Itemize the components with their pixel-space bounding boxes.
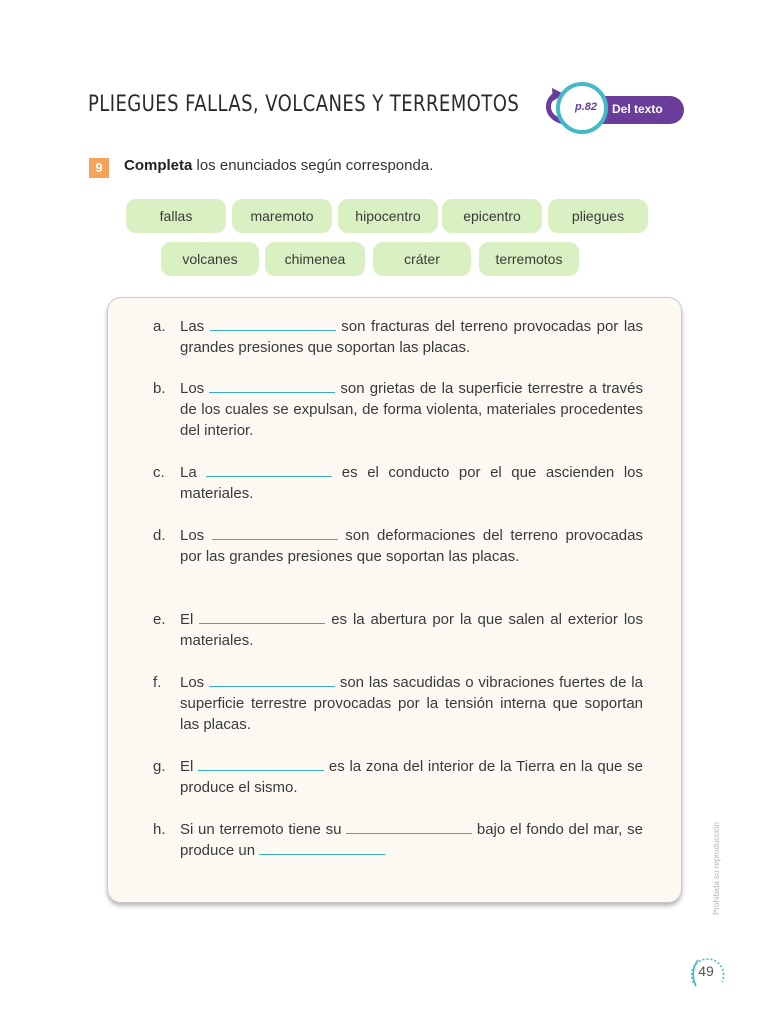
word-chip-chimenea[interactable]: chimenea [265, 242, 365, 276]
word-chip-hipocentro[interactable]: hipocentro [338, 199, 438, 233]
statement-e [153, 609, 643, 651]
answer-blank-e[interactable] [199, 609, 325, 624]
statement-text: El [180, 758, 199, 775]
instruction-bold: Completa [124, 157, 193, 174]
answer-blank-d[interactable] [212, 525, 338, 540]
page-title: PLIEGUES FALLAS, VOLCANES Y TERREMOTOS [88, 92, 520, 117]
answer-blank-c[interactable] [206, 462, 332, 477]
statement-letter: f. [153, 674, 162, 691]
statement-text: son grietas de la superficie terrestre a través de los cuales se expulsan, de forma violenta, materiales procedentes del interior. [180, 380, 643, 439]
statement-text: son deformaciones del terreno provocadas por las grandes presiones que soportan las placas. [180, 527, 643, 565]
statement-text: Las [180, 318, 210, 335]
statement-letter: b. [153, 380, 166, 397]
statement-letter: g. [153, 758, 166, 775]
copyright-note: Prohibida su reproducción [712, 822, 721, 915]
statement-text: es la zona del interior de la Tierra en la que se produce el sismo. [180, 758, 643, 796]
word-chip-volcanes[interactable]: volcanes [161, 242, 259, 276]
reference-label: Del texto [612, 102, 663, 116]
reference-page: p.82 [574, 101, 597, 113]
word-chip-terremotos[interactable]: terremotos [479, 242, 579, 276]
statement-h [153, 819, 643, 861]
statement-g [153, 756, 643, 798]
statement-c [153, 462, 643, 504]
activity-number-badge: 9 [89, 158, 109, 178]
instruction-text: los enunciados según corresponda. [192, 157, 434, 174]
statement-text: Los [180, 380, 210, 397]
statement-letter: h. [153, 821, 166, 838]
statement-d [153, 525, 643, 567]
statement-text: son fracturas del terreno provocadas por las grandes presiones que soportan las placas. [180, 318, 644, 356]
statement-letter: e. [153, 611, 166, 628]
statement-text: La [180, 464, 207, 481]
statement-letter: c. [153, 464, 165, 481]
word-chip-fallas[interactable]: fallas [126, 199, 226, 233]
statement-letter: a. [153, 318, 166, 335]
answer-blank-b[interactable] [209, 378, 335, 393]
statement-text: son las sacudidas o vibraciones fuertes de la superficie terrestre provocadas por la tensión interna que soportan las placas. [180, 674, 643, 733]
word-chip-maremoto[interactable]: maremoto [232, 199, 332, 233]
statement-b [153, 378, 643, 441]
answer-blank-f[interactable] [209, 672, 335, 687]
word-chip-crater[interactable]: cráter [373, 242, 471, 276]
answer-blank-g[interactable] [198, 756, 324, 771]
statement-text: Los [180, 674, 210, 691]
statement-a [153, 316, 643, 358]
statement-text: El [180, 611, 200, 628]
statement-letter: d. [153, 527, 166, 544]
statement-f [153, 672, 643, 735]
textbook-reference-badge [538, 80, 688, 142]
word-chip-epicentro[interactable]: epicentro [442, 199, 542, 233]
activity-instruction [124, 157, 433, 174]
statement-text: es la abertura por la que salen al exterior los materiales. [180, 611, 643, 649]
answer-blank-h1[interactable] [346, 819, 472, 834]
answer-blank-h2[interactable] [259, 840, 385, 855]
answer-blank-a[interactable] [210, 316, 336, 331]
page-number: 49 [698, 963, 714, 979]
statement-text: es el conducto por el que ascienden los materiales. [180, 464, 643, 502]
page-number-badge [688, 952, 728, 992]
statement-text: Si un terremoto tiene su [180, 821, 347, 838]
word-chip-pliegues[interactable]: pliegues [548, 199, 648, 233]
statement-text: bajo el fondo del mar, se produce un [180, 821, 644, 859]
statement-text: Los [180, 527, 212, 544]
